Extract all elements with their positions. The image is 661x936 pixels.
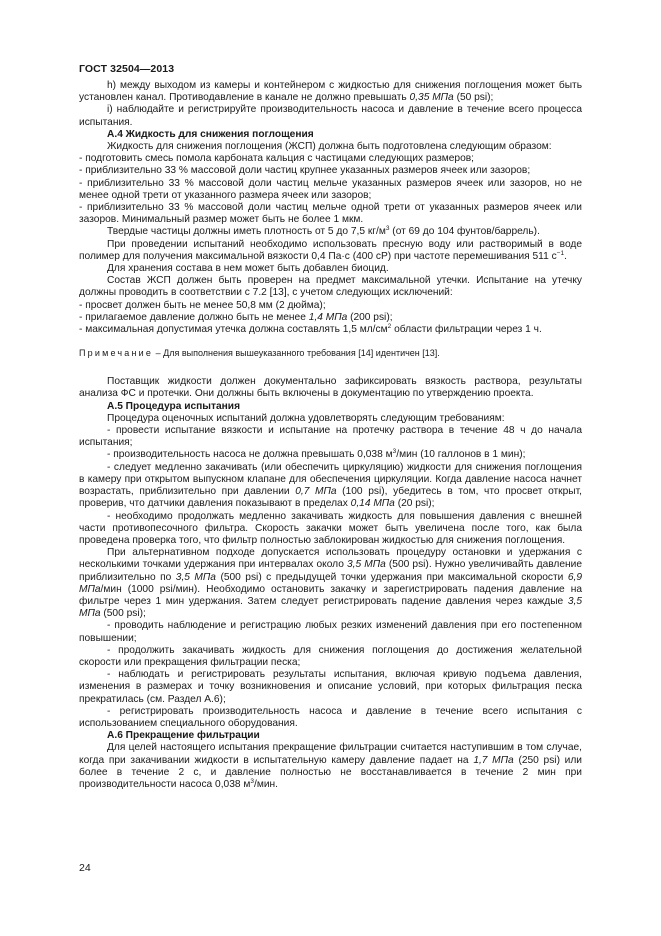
section-a4-heading: А.4 Жидкость для снижения поглощения — [107, 128, 314, 140]
a5-bullet-6: - продолжить закачивать жидкость для снижения поглощения до достижения желательной скорости или прекращения фильтрации песка; — [79, 644, 582, 668]
a6-paragraph: Для целей настоящего испытания прекращение фильтрации считается наступившим в том случае, когда при закачивании жидкости в испытательную камеру давление падает на 1,7 МПа (250 psi) или более в течение 2 с, и давление полностью не восстанавливается в течение 2 мин при производительности насоса 0,038 $м^3$/мин. — [79, 742, 583, 790]
a4-intro: Жидкость для снижения поглощения (ЖСП) должна быть подготовлена следующим образом: — [107, 141, 552, 153]
document-header: ГОСТ 32504—2013 — [79, 63, 175, 75]
a5-bullet-2: - производительность насоса не должна превышать 0,038 $м^3$/мин (10 галлонов в 1 мин); — [107, 448, 526, 461]
document-body — [79, 80, 582, 791]
note-label: Примечание — [79, 348, 154, 359]
list-item-i: i) наблюдайте и регистрируйте производительность насоса и давление в течение всего процесса испытания. — [79, 104, 582, 128]
a4-bullet-2: - приблизительно 33 % массовой доли частиц крупнее указанных размеров ячеек или зазоров; — [79, 165, 531, 177]
a5-bullet-3: - следует медленно закачивать (или обеспечить циркуляцию) жидкости для снижения поглощения в камеру при открытом выпускном клапане для обеспечения циркуляции. Когда давление насоса начнет возрастать, приблизительно при давлении 0,7 МПа (100 psi), убедитесь в том, что просвет открыт, проверив, что датчики давления показывают в пределах 0,14 МПа (20 psi); — [79, 461, 582, 510]
section-a6-heading: А.6 Прекращение фильтрации — [107, 730, 260, 742]
page-number: 24 — [79, 862, 91, 874]
a5-bullet-4: - необходимо продолжать медленно закачивать жидкость для повышения давления с внешней части противопесочного фильтра. Скорость закачки может быть увеличена после того, как была проведена проверка того, что фильтр полностью заблокирован жидкостью для снижения поглощения. — [79, 510, 582, 546]
a4-biocide: Для хранения состава в нем может быть добавлен биоцид. — [107, 263, 389, 275]
a4-exception-1: - просвет должен быть не менее 50,8 мм (2 дюйма); — [79, 299, 326, 311]
a5-intro: Процедура оценочных испытаний должна удовлетворять следующим требованиям: — [107, 412, 505, 424]
section-a5-heading: А.5 Процедура испытания — [107, 400, 241, 412]
a5-bullet-1: - провести испытание вязкости и испытание на протечку раствора в течение 48 ч до начала испытания; — [79, 425, 582, 449]
note: Примечание – Для выполнения вышеуказанного требования [14] идентичен [13]. — [79, 348, 440, 359]
a4-bullet-1: - подготовить смесь помола карбоната кальция с частицами следующих размеров; — [79, 153, 475, 165]
a5-bullet-7: - наблюдать и регистрировать результаты испытания, включая кривую подъема давления, изменения в размерах и точку возникновения и описание условий, при которых фильтрация песка прекратилась (см. Раздел А.6); — [79, 669, 582, 705]
a5-bullet-8: - регистрировать производительность насоса и давление в течение всего испытания с использованием специального оборудования. — [79, 705, 582, 729]
a4-exception-2: - прилагаемое давление должно быть не менее 1,4 МПа (200 psi); — [79, 311, 393, 323]
a4-water: При проведении испытаний необходимо использовать пресную воду или растворимый в воде полимер для получения максимальной вязкости 0,4 Па·с (400 сР) при частоте перемешивания 511 $с^{-1}$. — [79, 238, 582, 262]
a4-leak-test: Состав ЖСП должен быть проверен на предмет максимальной утечки. Испытание на утечку должны проводить в соответствии с 7.2 [13], с учетом следующих исключений: — [79, 275, 582, 299]
a4-exception-3: - максимальная допустимая утечка должна составлять 1,5 $мл/см^2$ области фильтрации через 1 ч. — [79, 323, 542, 336]
supplier-paragraph: Поставщик жидкости должен документально зафиксировать вязкость раствора, результаты анализа ФС и протечки. Они должны быть включены в документацию по утверждению проекта. — [79, 376, 582, 400]
a4-bullet-4: - приблизительно 33 % массовой доли частиц мельче одной трети от указанных размеров ячеек или зазоров. Минимальный размер может быть не более 1 мкм. — [79, 202, 582, 226]
a5-bullet-5: - проводить наблюдение и регистрацию любых резких изменений давления при его постепенном повышении; — [79, 620, 582, 644]
a4-density: Твердые частицы должны иметь плотность от 5 до 7,5 $кг/м^3$ (от 69 до 104 фунтов/баррель). — [107, 225, 540, 238]
a4-bullet-3: - приблизительно 33 % массовой доли частиц мельче указанных размеров ячеек или зазоров, но не менее одной трети от указанного размера ячеек или зазоров; — [79, 177, 582, 201]
a5-alternative: При альтернативном подходе допускается использовать процедуру остановки и удержания с несколькими точками удержания при интервалах около 3,5 МПа (500 psi). Нужно увеличивайть давление приблизительно по 3,5 МПа (500 psi) с предыдущей точки удержания при максимальной скорости 6,9 МПа/мин (1000 psi/мин). Необходимо остановить закачку и зарегистрировать падения давление на фильтре через 1 мин удержания. Затем следует регистрировать падение давления через каждые 3,5 МПа (500 psi); — [79, 547, 583, 620]
list-item-h: h) между выходом из камеры и контейнером с жидкостью для снижения поглощения может быть установлен канал. Противодавление в канале не должно превышать 0,35 МПа (50 psi); — [79, 80, 582, 104]
